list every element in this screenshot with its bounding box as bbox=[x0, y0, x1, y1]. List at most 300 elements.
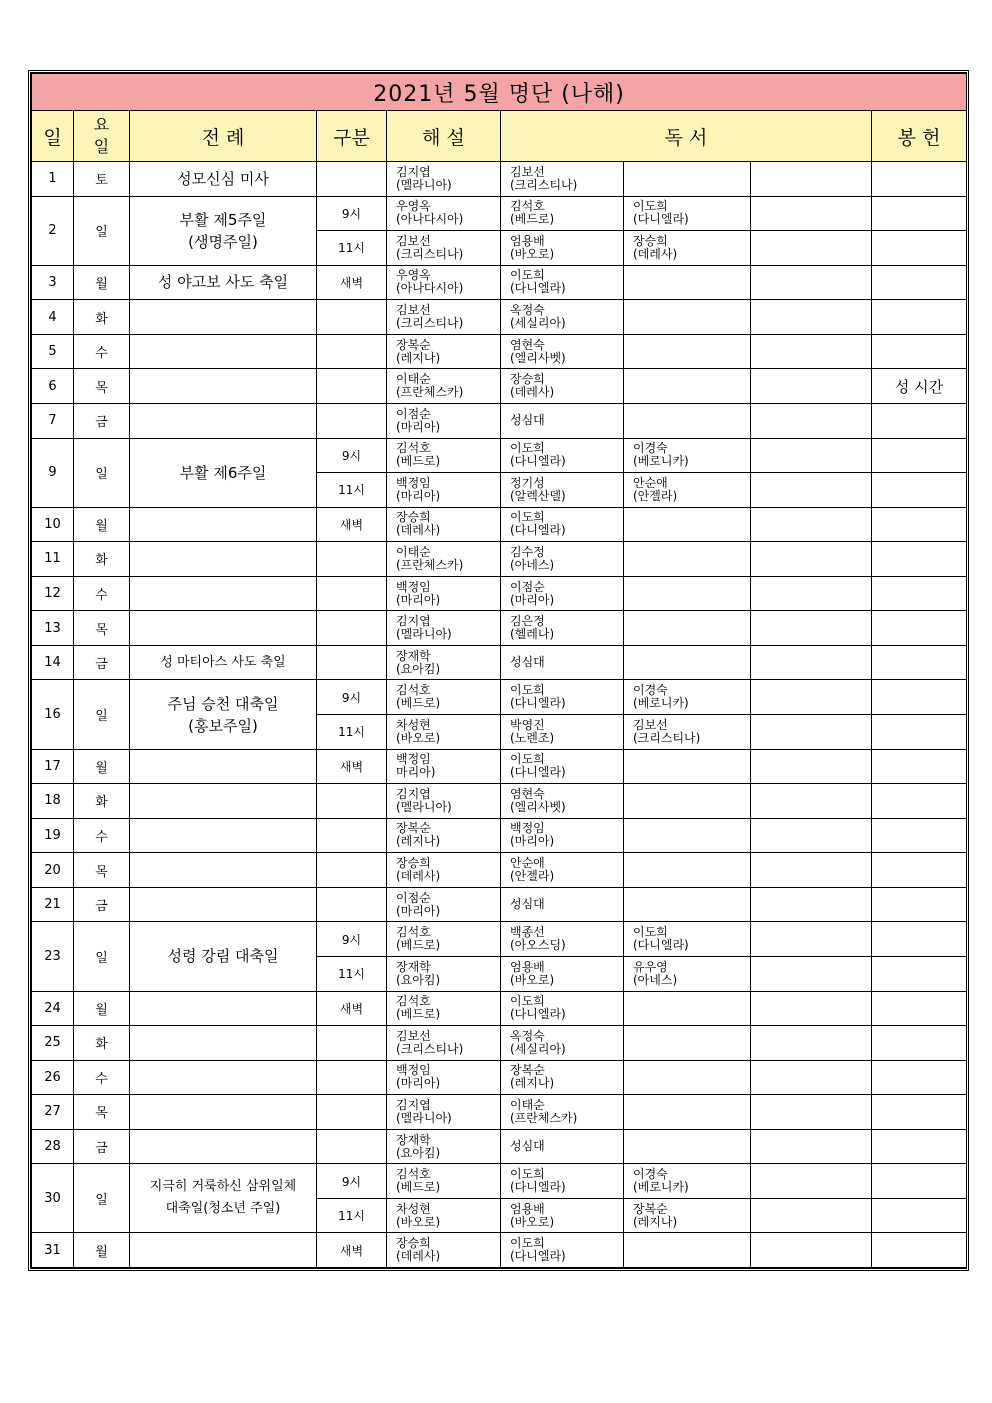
name-line: 이도희 bbox=[510, 1167, 545, 1182]
weekday-cell: 금 bbox=[74, 887, 130, 922]
name-line: 성심대 bbox=[510, 1139, 545, 1154]
table-row bbox=[32, 196, 967, 231]
name-line: 김지엽 bbox=[396, 164, 431, 179]
name-line: 이경숙 bbox=[633, 683, 668, 698]
name-line: 염현숙 bbox=[510, 786, 545, 801]
table-row bbox=[32, 991, 967, 1026]
table-row bbox=[32, 853, 967, 888]
weekday-cell: 월 bbox=[74, 749, 130, 784]
reader-2-cell bbox=[624, 438, 751, 473]
liturgy-cell bbox=[130, 1026, 317, 1061]
commentator-cell bbox=[387, 473, 501, 508]
reader-1-cell bbox=[501, 784, 624, 819]
weekday-cell: 금 bbox=[74, 1129, 130, 1164]
reading-extra-cell bbox=[751, 645, 872, 680]
name-line: (헬레나) bbox=[510, 627, 555, 642]
weekday-cell: 화 bbox=[74, 300, 130, 335]
name-line: 안순애 bbox=[633, 475, 668, 490]
name-line: 차성현 bbox=[396, 717, 431, 732]
offering-cell-1 bbox=[872, 1198, 967, 1233]
name-line: 이경숙 bbox=[633, 441, 668, 456]
reader-1-cell bbox=[501, 818, 624, 853]
reading-extra-cell bbox=[751, 542, 872, 577]
division-cell bbox=[317, 818, 387, 853]
name-line: (엘리사벳) bbox=[510, 799, 566, 814]
reader-1-cell bbox=[501, 1026, 624, 1061]
name-line: 엄용배 bbox=[510, 1201, 545, 1216]
offering-cell-1 bbox=[872, 1060, 967, 1095]
name-line: (마리아) bbox=[396, 903, 441, 918]
header-division: 구분 bbox=[317, 111, 387, 162]
division-cell: 새벽 bbox=[317, 991, 387, 1026]
reader-1-cell bbox=[501, 853, 624, 888]
commentator-cell bbox=[387, 749, 501, 784]
reader-2-cell bbox=[624, 680, 751, 715]
day-cell: 20 bbox=[32, 853, 74, 888]
commentator-cell bbox=[387, 576, 501, 611]
name-line: (데레사) bbox=[396, 1249, 441, 1264]
name-line: 이점순 bbox=[396, 406, 431, 421]
liturgy-line: 성모신심 미사 bbox=[177, 169, 269, 188]
liturgy-line: 성 마티아스 사도 축일 bbox=[160, 654, 286, 670]
table-row bbox=[32, 507, 967, 542]
commentator-cell bbox=[387, 715, 501, 750]
offering-cell-1 bbox=[872, 1129, 967, 1164]
reading-extra-cell bbox=[751, 196, 872, 231]
offering-cell-1 bbox=[872, 1026, 967, 1061]
reading-extra-cell bbox=[751, 749, 872, 784]
table-row bbox=[32, 438, 967, 473]
reader-2-cell bbox=[624, 369, 751, 404]
reading-extra-cell bbox=[751, 334, 872, 369]
roster-table bbox=[31, 73, 967, 1268]
reader-2-cell bbox=[624, 231, 751, 266]
name-line: 백정임 bbox=[510, 821, 545, 836]
offering-cell: 성 시간 bbox=[872, 369, 967, 404]
liturgy-cell bbox=[130, 507, 317, 542]
name-line: (바오로) bbox=[396, 1214, 441, 1229]
division-cell bbox=[317, 576, 387, 611]
name-line: (베드로) bbox=[396, 454, 441, 469]
name-line: 박영진 bbox=[510, 717, 545, 732]
liturgy-cell bbox=[130, 818, 317, 853]
offering-cell-1 bbox=[872, 300, 967, 335]
name-line: (아네스) bbox=[633, 972, 678, 987]
name-line: (베로니카) bbox=[633, 696, 689, 711]
division-cell bbox=[317, 887, 387, 922]
liturgy-cell bbox=[130, 887, 317, 922]
liturgy-cell bbox=[130, 645, 317, 680]
name-line: (베드로) bbox=[396, 1007, 441, 1022]
name-line: (베로니카) bbox=[633, 1180, 689, 1195]
reading-extra-cell bbox=[751, 403, 872, 438]
table-row bbox=[32, 887, 967, 922]
day-cell: 28 bbox=[32, 1129, 74, 1164]
reader-1-cell bbox=[501, 1198, 624, 1233]
reader-1-cell bbox=[501, 611, 624, 646]
reading-extra-cell bbox=[751, 369, 872, 404]
name-line: (마리아) bbox=[510, 834, 555, 849]
name-line: 옥정숙 bbox=[510, 303, 545, 318]
liturgy-cell bbox=[130, 438, 317, 507]
name-line: 김석호 bbox=[396, 441, 431, 456]
commentator-cell bbox=[387, 300, 501, 335]
reader-1-cell bbox=[501, 922, 624, 957]
reading-extra-cell bbox=[751, 576, 872, 611]
commentator-cell bbox=[387, 1095, 501, 1130]
name-line: (레지나) bbox=[510, 1076, 555, 1091]
weekday-cell: 일 bbox=[74, 1164, 130, 1233]
reading-extra-cell bbox=[751, 922, 872, 957]
name-line: (마리아) bbox=[396, 419, 441, 434]
name-line: 김지엽 bbox=[396, 614, 431, 629]
reader-1-cell bbox=[501, 196, 624, 231]
offering-cell-1 bbox=[872, 991, 967, 1026]
reader-1-cell bbox=[501, 749, 624, 784]
day-cell: 4 bbox=[32, 300, 74, 335]
commentator-cell bbox=[387, 334, 501, 369]
name-line: 성심대 bbox=[510, 897, 545, 912]
weekday-cell: 일 bbox=[74, 922, 130, 991]
day-cell: 11 bbox=[32, 542, 74, 577]
name-line: (베드로) bbox=[396, 938, 441, 953]
name-line: 이경숙 bbox=[633, 1167, 668, 1182]
day-cell: 24 bbox=[32, 991, 74, 1026]
name-line: (마리아) bbox=[396, 1076, 441, 1091]
reading-extra-cell bbox=[751, 1060, 872, 1095]
name-line: 장승희 bbox=[633, 233, 668, 248]
offering-cell-1 bbox=[872, 715, 967, 750]
reader-1-cell bbox=[501, 1164, 624, 1199]
commentator-cell bbox=[387, 231, 501, 266]
name-line: (다니엘라) bbox=[633, 938, 689, 953]
commentator-cell bbox=[387, 853, 501, 888]
reader-2-cell bbox=[624, 1164, 751, 1199]
liturgy-line: 성령 강림 대축일 bbox=[167, 947, 279, 966]
name-line: 우영옥 bbox=[396, 268, 431, 283]
name-line: 김보선 bbox=[633, 717, 668, 732]
reader-2-cell bbox=[624, 1198, 751, 1233]
name-line: (다니엘라) bbox=[510, 1007, 566, 1022]
liturgy-line: 부활 제6주일 bbox=[179, 463, 267, 482]
name-line: (멜라니아) bbox=[396, 177, 452, 192]
reader-1-cell bbox=[501, 369, 624, 404]
name-line: (안젤라) bbox=[510, 869, 555, 884]
name-line: 김보선 bbox=[396, 1028, 431, 1043]
weekday-cell: 수 bbox=[74, 818, 130, 853]
name-line: 김석호 bbox=[510, 199, 545, 214]
table-row bbox=[32, 645, 967, 680]
reader-1-cell bbox=[501, 542, 624, 577]
division-cell bbox=[317, 542, 387, 577]
weekday-cell: 토 bbox=[74, 162, 130, 197]
reader-1-cell bbox=[501, 403, 624, 438]
liturgy-cell bbox=[130, 1164, 317, 1233]
name-line: 이점순 bbox=[510, 579, 545, 594]
name-line: 장재학 bbox=[396, 959, 431, 974]
offering-cell-1 bbox=[872, 265, 967, 300]
weekday-cell: 월 bbox=[74, 265, 130, 300]
liturgy-line: 성 야고보 사도 축일 bbox=[157, 273, 289, 292]
name-line: (요아킴) bbox=[396, 1145, 441, 1160]
page-title: 2021년 5월 명단 (나해) bbox=[32, 74, 967, 111]
reader-2-cell bbox=[624, 645, 751, 680]
weekday-cell: 목 bbox=[74, 853, 130, 888]
offering-cell-1 bbox=[872, 680, 967, 715]
division-cell bbox=[317, 784, 387, 819]
reading-extra-cell bbox=[751, 300, 872, 335]
reader-1-cell bbox=[501, 438, 624, 473]
table-row bbox=[32, 334, 967, 369]
weekday-cell: 목 bbox=[74, 1095, 130, 1130]
name-line: 백정임 bbox=[396, 752, 431, 767]
reader-2-cell bbox=[624, 784, 751, 819]
table-row bbox=[32, 162, 967, 197]
offering-cell-1 bbox=[872, 542, 967, 577]
reading-extra-cell bbox=[751, 265, 872, 300]
reading-extra-cell bbox=[751, 680, 872, 715]
name-line: 이도희 bbox=[510, 1236, 545, 1251]
commentator-cell bbox=[387, 887, 501, 922]
weekday-cell: 수 bbox=[74, 334, 130, 369]
name-line: 엄용배 bbox=[510, 233, 545, 248]
division-cell bbox=[317, 1095, 387, 1130]
table-row bbox=[32, 749, 967, 784]
commentator-cell bbox=[387, 991, 501, 1026]
commentator-cell bbox=[387, 611, 501, 646]
offering-cell-1 bbox=[872, 196, 967, 231]
reader-2-cell bbox=[624, 715, 751, 750]
name-line: (다니엘라) bbox=[510, 281, 566, 296]
division-cell bbox=[317, 1060, 387, 1095]
name-line: (데레사) bbox=[510, 385, 555, 400]
offering-cell-1 bbox=[872, 576, 967, 611]
name-line: 김지엽 bbox=[396, 786, 431, 801]
liturgy-cell bbox=[130, 680, 317, 749]
offering-cell-1 bbox=[872, 853, 967, 888]
table-row bbox=[32, 576, 967, 611]
reader-1-cell bbox=[501, 231, 624, 266]
reader-2-cell bbox=[624, 749, 751, 784]
commentator-cell bbox=[387, 196, 501, 231]
name-line: 안순애 bbox=[510, 856, 545, 871]
reader-2-cell bbox=[624, 300, 751, 335]
table-row bbox=[32, 265, 967, 300]
name-line: 김지엽 bbox=[396, 1097, 431, 1112]
reading-extra-cell bbox=[751, 473, 872, 508]
division-cell bbox=[317, 1026, 387, 1061]
name-line: 이도희 bbox=[510, 683, 545, 698]
name-line: 장승희 bbox=[396, 856, 431, 871]
offering-cell-1 bbox=[872, 403, 967, 438]
offering-cell-1 bbox=[872, 334, 967, 369]
name-line: (아나다시아) bbox=[396, 281, 464, 296]
reading-extra-cell bbox=[751, 1129, 872, 1164]
header-day: 일 bbox=[32, 111, 74, 162]
liturgy-cell bbox=[130, 300, 317, 335]
name-line: (베로니카) bbox=[633, 454, 689, 469]
offering-cell-1 bbox=[872, 1164, 967, 1199]
day-cell: 17 bbox=[32, 749, 74, 784]
commentator-cell bbox=[387, 1233, 501, 1268]
day-cell: 31 bbox=[32, 1233, 74, 1268]
header-liturgy: 전 례 bbox=[130, 111, 317, 162]
weekday-cell: 목 bbox=[74, 369, 130, 404]
weekday-cell: 월 bbox=[74, 507, 130, 542]
table-row bbox=[32, 1233, 967, 1268]
reading-extra-cell bbox=[751, 991, 872, 1026]
table-row bbox=[32, 611, 967, 646]
name-line: 장재학 bbox=[396, 648, 431, 663]
commentator-cell bbox=[387, 265, 501, 300]
liturgy-cell bbox=[130, 853, 317, 888]
name-line: 유우영 bbox=[633, 959, 668, 974]
reader-1-cell bbox=[501, 645, 624, 680]
reader-2-cell bbox=[624, 196, 751, 231]
name-line: 이도희 bbox=[633, 199, 668, 214]
reader-1-cell bbox=[501, 507, 624, 542]
offering-cell-1 bbox=[872, 611, 967, 646]
reader-2-cell bbox=[624, 991, 751, 1026]
day-cell: 14 bbox=[32, 645, 74, 680]
reader-2-cell bbox=[624, 576, 751, 611]
name-line: 이도희 bbox=[510, 268, 545, 283]
name-line: (프란체스카) bbox=[396, 385, 464, 400]
name-line: (프란체스카) bbox=[510, 1110, 578, 1125]
name-line: (요아킴) bbox=[396, 972, 441, 987]
table-row bbox=[32, 818, 967, 853]
reader-2-cell bbox=[624, 403, 751, 438]
header-offering: 봉 헌 bbox=[872, 111, 967, 162]
reader-1-cell bbox=[501, 576, 624, 611]
weekday-cell: 금 bbox=[74, 403, 130, 438]
division-cell bbox=[317, 300, 387, 335]
reader-2-cell bbox=[624, 1026, 751, 1061]
reader-1-cell bbox=[501, 1233, 624, 1268]
commentator-cell bbox=[387, 1164, 501, 1199]
name-line: (프란체스카) bbox=[396, 557, 464, 572]
offering-cell-1 bbox=[872, 438, 967, 473]
commentator-cell bbox=[387, 403, 501, 438]
reader-1-cell bbox=[501, 300, 624, 335]
commentator-cell bbox=[387, 438, 501, 473]
name-line: 이도희 bbox=[510, 752, 545, 767]
name-line: 엄용배 bbox=[510, 959, 545, 974]
name-line: (아네스) bbox=[510, 557, 555, 572]
name-line: 백정임 bbox=[396, 579, 431, 594]
reader-1-cell bbox=[501, 1060, 624, 1095]
liturgy-cell bbox=[130, 611, 317, 646]
name-line: (베드로) bbox=[396, 1180, 441, 1195]
name-line: (베드로) bbox=[396, 696, 441, 711]
liturgy-line: (생명주일) bbox=[188, 232, 258, 251]
division-cell: 새벽 bbox=[317, 749, 387, 784]
name-line: 정기성 bbox=[510, 475, 545, 490]
reader-1-cell bbox=[501, 887, 624, 922]
name-line: (크리스티나) bbox=[396, 316, 464, 331]
commentator-cell bbox=[387, 1026, 501, 1061]
division-cell: 9시 bbox=[317, 1164, 387, 1199]
liturgy-cell bbox=[130, 196, 317, 265]
weekday-cell: 화 bbox=[74, 542, 130, 577]
liturgy-cell bbox=[130, 1060, 317, 1095]
division-cell: 11시 bbox=[317, 473, 387, 508]
weekday-cell: 월 bbox=[74, 1233, 130, 1268]
commentator-cell bbox=[387, 784, 501, 819]
name-line: 김보선 bbox=[510, 164, 545, 179]
division-cell bbox=[317, 334, 387, 369]
day-cell: 27 bbox=[32, 1095, 74, 1130]
name-line: 우영옥 bbox=[396, 199, 431, 214]
name-line: (멜라니아) bbox=[396, 799, 452, 814]
table-row bbox=[32, 369, 967, 404]
name-line: (크리스티나) bbox=[396, 246, 464, 261]
day-cell: 21 bbox=[32, 887, 74, 922]
liturgy-cell bbox=[130, 369, 317, 404]
name-line: 김수정 bbox=[510, 544, 545, 559]
reading-extra-cell bbox=[751, 956, 872, 991]
reader-2-cell bbox=[624, 473, 751, 508]
header-weekday: 요 일 bbox=[74, 111, 130, 162]
reader-2-cell bbox=[624, 1129, 751, 1164]
name-line: (요아킴) bbox=[396, 661, 441, 676]
offering-cell-1 bbox=[872, 473, 967, 508]
division-cell: 새벽 bbox=[317, 1233, 387, 1268]
name-line: 장복순 bbox=[633, 1201, 668, 1216]
name-line: 장복순 bbox=[510, 1063, 545, 1078]
reader-1-cell bbox=[501, 334, 624, 369]
offering-cell-1 bbox=[872, 922, 967, 957]
reader-2-cell bbox=[624, 818, 751, 853]
reading-extra-cell bbox=[751, 1164, 872, 1199]
reading-extra-cell bbox=[751, 611, 872, 646]
name-line: 장복순 bbox=[396, 821, 431, 836]
weekday-cell: 월 bbox=[74, 991, 130, 1026]
name-line: (다니엘라) bbox=[510, 454, 566, 469]
name-line: 김석호 bbox=[396, 683, 431, 698]
division-cell: 9시 bbox=[317, 680, 387, 715]
name-line: 차성현 bbox=[396, 1201, 431, 1216]
header-commentary: 해 설 bbox=[387, 111, 501, 162]
name-line: 장복순 bbox=[396, 337, 431, 352]
name-line: (데레사) bbox=[633, 246, 678, 261]
offering-cell-1 bbox=[872, 956, 967, 991]
reader-2-cell bbox=[624, 956, 751, 991]
commentator-cell bbox=[387, 1060, 501, 1095]
liturgy-line: (홍보주일) bbox=[188, 716, 258, 735]
weekday-cell: 일 bbox=[74, 680, 130, 749]
name-line: (크리스티나) bbox=[396, 1041, 464, 1056]
commentator-cell bbox=[387, 818, 501, 853]
day-cell: 2 bbox=[32, 196, 74, 265]
name-line: (아오스딩) bbox=[510, 938, 566, 953]
name-line: (마리아) bbox=[396, 488, 441, 503]
name-line: (아나다시아) bbox=[396, 212, 464, 227]
offering-cell-1 bbox=[872, 887, 967, 922]
name-line: 김은정 bbox=[510, 614, 545, 629]
offering-cell-1 bbox=[872, 1233, 967, 1268]
name-line: (다니엘라) bbox=[510, 1249, 566, 1264]
reader-1-cell bbox=[501, 162, 624, 197]
day-cell: 25 bbox=[32, 1026, 74, 1061]
name-line: 백종선 bbox=[510, 925, 545, 940]
division-cell bbox=[317, 369, 387, 404]
day-cell: 12 bbox=[32, 576, 74, 611]
liturgy-cell bbox=[130, 922, 317, 991]
reader-1-cell bbox=[501, 680, 624, 715]
name-line: (크리스티나) bbox=[633, 730, 701, 745]
name-line: (바오로) bbox=[510, 1214, 555, 1229]
